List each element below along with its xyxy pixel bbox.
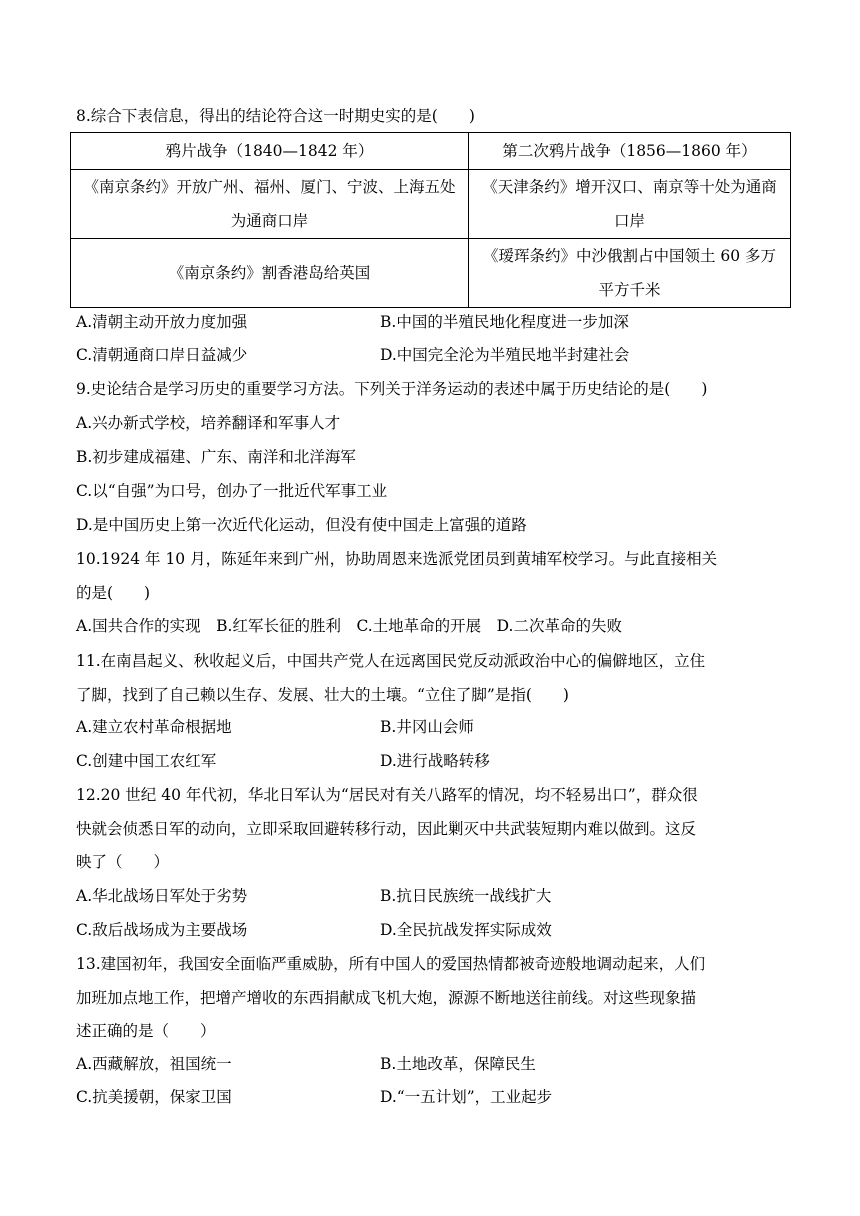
q9-stem: 9.史论结合是学习历史的重要学习方法。下列关于洋务运动的表述中属于历史结论的是( ): [76, 380, 708, 398]
q13-stem-line: 13.建国初年，我国安全面临严重威胁，所有中国人的爱国热情都被奇迹般地调动起来，人们: [76, 955, 706, 973]
q10-stem-line: 的是( ): [76, 584, 151, 602]
q8-stem: 8.综合下表信息，得出的结论符合这一时期史实的是( ): [76, 107, 475, 125]
q9-option-c: C.以“自强”为口号，创办了一批近代军事工业: [76, 482, 388, 500]
q11-option-c: C.创建中国工农红军: [76, 752, 217, 770]
q11-stem-line: 了脚，找到了自己赖以生存、发展、壮大的土壤。“立住了脚”是指( ): [76, 686, 569, 704]
table-row: [71, 170, 791, 239]
q8-option-b: B.中国的半殖民地化程度进一步加深: [380, 313, 629, 331]
table-cell: 《瑷珲条约》中沙俄割占中国领土 60 多万平方千米: [469, 239, 791, 308]
q9-option-d: D.是中国历史上第一次近代化运动，但没有使中国走上富强的道路: [76, 516, 527, 534]
table-row: [71, 239, 791, 308]
q8-option-d: D.中国完全沦为半殖民地半封建社会: [380, 346, 630, 364]
q12-option-a: A.华北战场日军处于劣势: [76, 887, 248, 905]
q8-option-c: C.清朝通商口岸日益减少: [76, 346, 248, 364]
table-header-cell: 鸦片战争（1840—1842 年）: [71, 133, 469, 170]
q10-options: A.国共合作的实现 B.红军长征的胜利 C.土地革命的开展 D.二次革命的失败: [76, 617, 622, 635]
table-header-cell: 第二次鸦片战争（1856—1860 年）: [469, 133, 791, 170]
q9-option-a: A.兴办新式学校，培养翻译和军事人才: [76, 414, 341, 432]
q13-stem-line: 述正确的是（ ）: [76, 1022, 216, 1040]
table-cell: 《南京条约》开放广州、福州、厦门、宁波、上海五处为通商口岸: [71, 170, 469, 239]
q11-option-d: D.进行战略转移: [380, 752, 490, 770]
table-cell: 《天津条约》增开汉口、南京等十处为通商口岸: [469, 170, 791, 239]
q8-table: [70, 132, 791, 308]
q11-option-b: B.井冈山会师: [380, 718, 474, 736]
q13-option-c: C.抗美援朝，保家卫国: [76, 1088, 232, 1106]
q12-option-b: B.抗日民族统一战线扩大: [380, 887, 552, 905]
q12-option-d: D.全民抗战发挥实际成效: [380, 921, 552, 939]
q11-stem-line: 11.在南昌起义、秋收起义后，中国共产党人在远离国民党反动派政治中心的偏僻地区，立住: [76, 652, 706, 670]
q12-stem-line: 12.20 世纪 40 年代初，华北日军认为“居民对有关八路军的情况，均不轻易出口”，群众很: [76, 786, 698, 804]
q12-option-c: C.敌后战场成为主要战场: [76, 921, 248, 939]
table-header-row: [71, 133, 791, 170]
q11-option-a: A.建立农村革命根据地: [76, 718, 232, 736]
q13-option-d: D.“一五计划”，工业起步: [380, 1088, 553, 1106]
q13-option-a: A.西藏解放，祖国统一: [76, 1055, 232, 1073]
q12-stem-line: 快就会侦悉日军的动向，立即采取回避转移行动，因此剿灭中共武装短期内难以做到。这反: [76, 820, 697, 838]
q9-option-b: B.初步建成福建、广东、南洋和北洋海军: [76, 448, 356, 466]
q13-stem-line: 加班加点地工作，把增产增收的东西捐献成飞机大炮，源源不断地送往前线。对这些现象描: [76, 989, 697, 1007]
q13-option-b: B.土地改革，保障民生: [380, 1055, 536, 1073]
table-cell: 《南京条约》割香港岛给英国: [71, 239, 469, 308]
q12-stem-line: 映了（ ）: [76, 853, 170, 871]
q10-stem-line: 10.1924 年 10 月，陈延年来到广州，协助周恩来选派党团员到黄埔军校学习。与此直接相关: [76, 550, 718, 568]
q8-option-a: A.清朝主动开放力度加强: [76, 313, 248, 331]
